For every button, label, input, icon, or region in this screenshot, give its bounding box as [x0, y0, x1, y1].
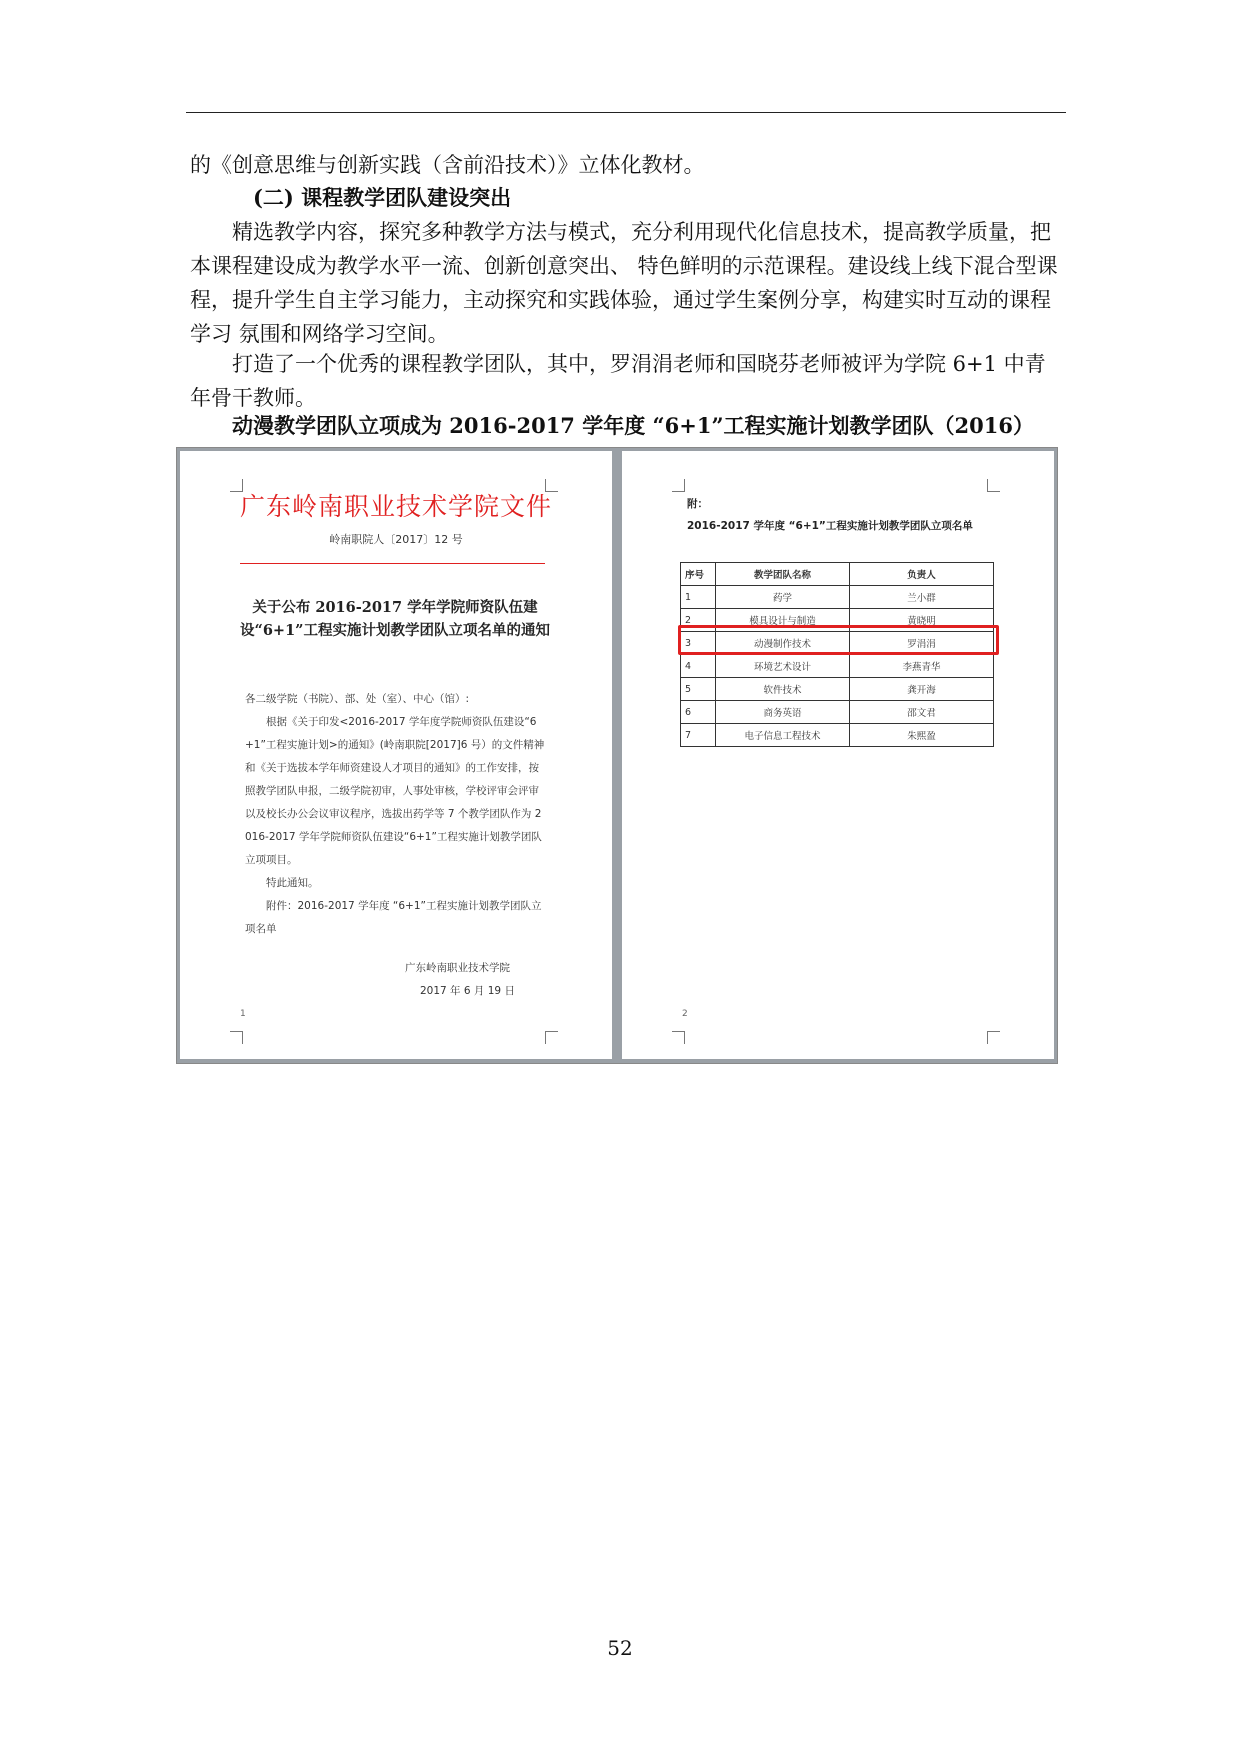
table-row [681, 655, 994, 678]
table-cell: 邵文君 [850, 701, 994, 724]
section-heading: (二) 课程教学团队建设突出 [253, 185, 512, 210]
document-org-title: 广东岭南职业技术学院文件 [239, 492, 552, 521]
notice-attachment: 附件：2016-2017 学年度 “6+1”工程实施计划教学团队立项名单 [245, 900, 542, 935]
notice-recipients: 各二级学院（书院）、部、处（室）、中心（馆）: [245, 693, 470, 705]
column-header: 教学团队名称 [716, 563, 850, 586]
notice-content: 根据《关于印发<2016-2017 学年度学院师资队伍建设“6+1”工程实施计划>的通知》(岭南职院[2017]6 号）的文件精神和《关于选拔本学年师资建设人才项目的通知》的工作安排，按照教学团队申报，二级学院初审，人事处审核，学校评审会评审以及校长办公会议审议程序，选拔出药学等 7 个教学团队作为 2016-2017 学年学院师资队伍建设“6+1”工程实施计划教学团队立项项目。 [245, 716, 545, 866]
figure-caption: 动漫教学团队立项成为 2016-2017 学年度 “6+1”工程实施计划教学团队（2016） [232, 413, 1034, 438]
page-header-rule [186, 112, 1066, 113]
notice-title: 关于公布 2016-2017 学年学院师资队伍建设“6+1”工程实施计划教学团队立项名单的通知 [239, 599, 550, 639]
table-cell: 商务英语 [716, 701, 850, 724]
table-cell: 7 [681, 724, 716, 747]
page-number: 52 [607, 1636, 633, 1660]
column-header: 负责人 [850, 563, 994, 586]
table-cell: 软件技术 [716, 678, 850, 701]
table-cell: 6 [681, 701, 716, 724]
table-cell: 罗涓涓 [850, 632, 994, 655]
table-cell: 3 [681, 632, 716, 655]
table-cell: 4 [681, 655, 716, 678]
page-mark: 2 [682, 1009, 688, 1019]
table-cell: 2 [681, 609, 716, 632]
document-number: 岭南职院人〔2017〕12 号 [329, 533, 463, 546]
crop-mark [672, 479, 685, 492]
crop-mark [672, 1031, 685, 1044]
table-cell: 电子信息工程技术 [716, 724, 850, 747]
crop-mark [987, 1031, 1000, 1044]
table-cell: 李燕青华 [850, 655, 994, 678]
notice-signature: 广东岭南职业技术学院 [405, 962, 510, 974]
red-divider [240, 563, 545, 564]
crop-mark [230, 1031, 243, 1044]
table-cell: 1 [681, 586, 716, 609]
table-cell: 药学 [716, 586, 850, 609]
table-cell: 兰小群 [850, 586, 994, 609]
table-row [681, 724, 994, 747]
table-row [681, 586, 994, 609]
table-header-row [681, 563, 994, 586]
crop-mark [987, 479, 1000, 492]
table-cell: 环境艺术设计 [716, 655, 850, 678]
notice-date: 2017 年 6 月 19 日 [420, 985, 515, 997]
attachment-label: 附： [687, 498, 708, 510]
table-cell: 动漫制作技术 [716, 632, 850, 655]
table-cell: 朱熙盈 [850, 724, 994, 747]
paragraph-2: 打造了一个优秀的课程教学团队，其中，罗涓涓老师和国晓芬老师被评为学院 6+1 中青年骨干教师。 [190, 352, 1046, 410]
notice-page [180, 451, 612, 1059]
body-line-1: 的《创意思维与创新实践（含前沿技术）》立体化教材。 [190, 153, 705, 177]
page-mark: 1 [240, 1009, 246, 1019]
table-cell: 5 [681, 678, 716, 701]
attachment-list-title: 2016-2017 学年度 “6+1”工程实施计划教学团队立项名单 [687, 520, 973, 532]
table-cell: 黄晓明 [850, 609, 994, 632]
table-cell: 模具设计与制造 [716, 609, 850, 632]
highlight-box [678, 625, 999, 655]
table-row [681, 678, 994, 701]
table-row [681, 701, 994, 724]
document-screenshot [176, 447, 1058, 1064]
notice-special: 特此通知。 [266, 877, 319, 889]
attachment-page [622, 451, 1054, 1059]
column-header: 序号 [681, 563, 716, 586]
paragraph-1: 精选教学内容，探究多种教学方法与模式，充分利用现代化信息技术，提高教学质量，把本课程建设成为教学水平一流、创新创意突出、 特色鲜明的示范课程。建设线上线下混合型课程，提升学生自主学习能力，主动探究和实践体验，通过学生案例分享，构建实时互动的课程学习 氛围和网络学习空间。 [190, 220, 1058, 346]
table-cell: 龚开海 [850, 678, 994, 701]
crop-mark [545, 1031, 558, 1044]
